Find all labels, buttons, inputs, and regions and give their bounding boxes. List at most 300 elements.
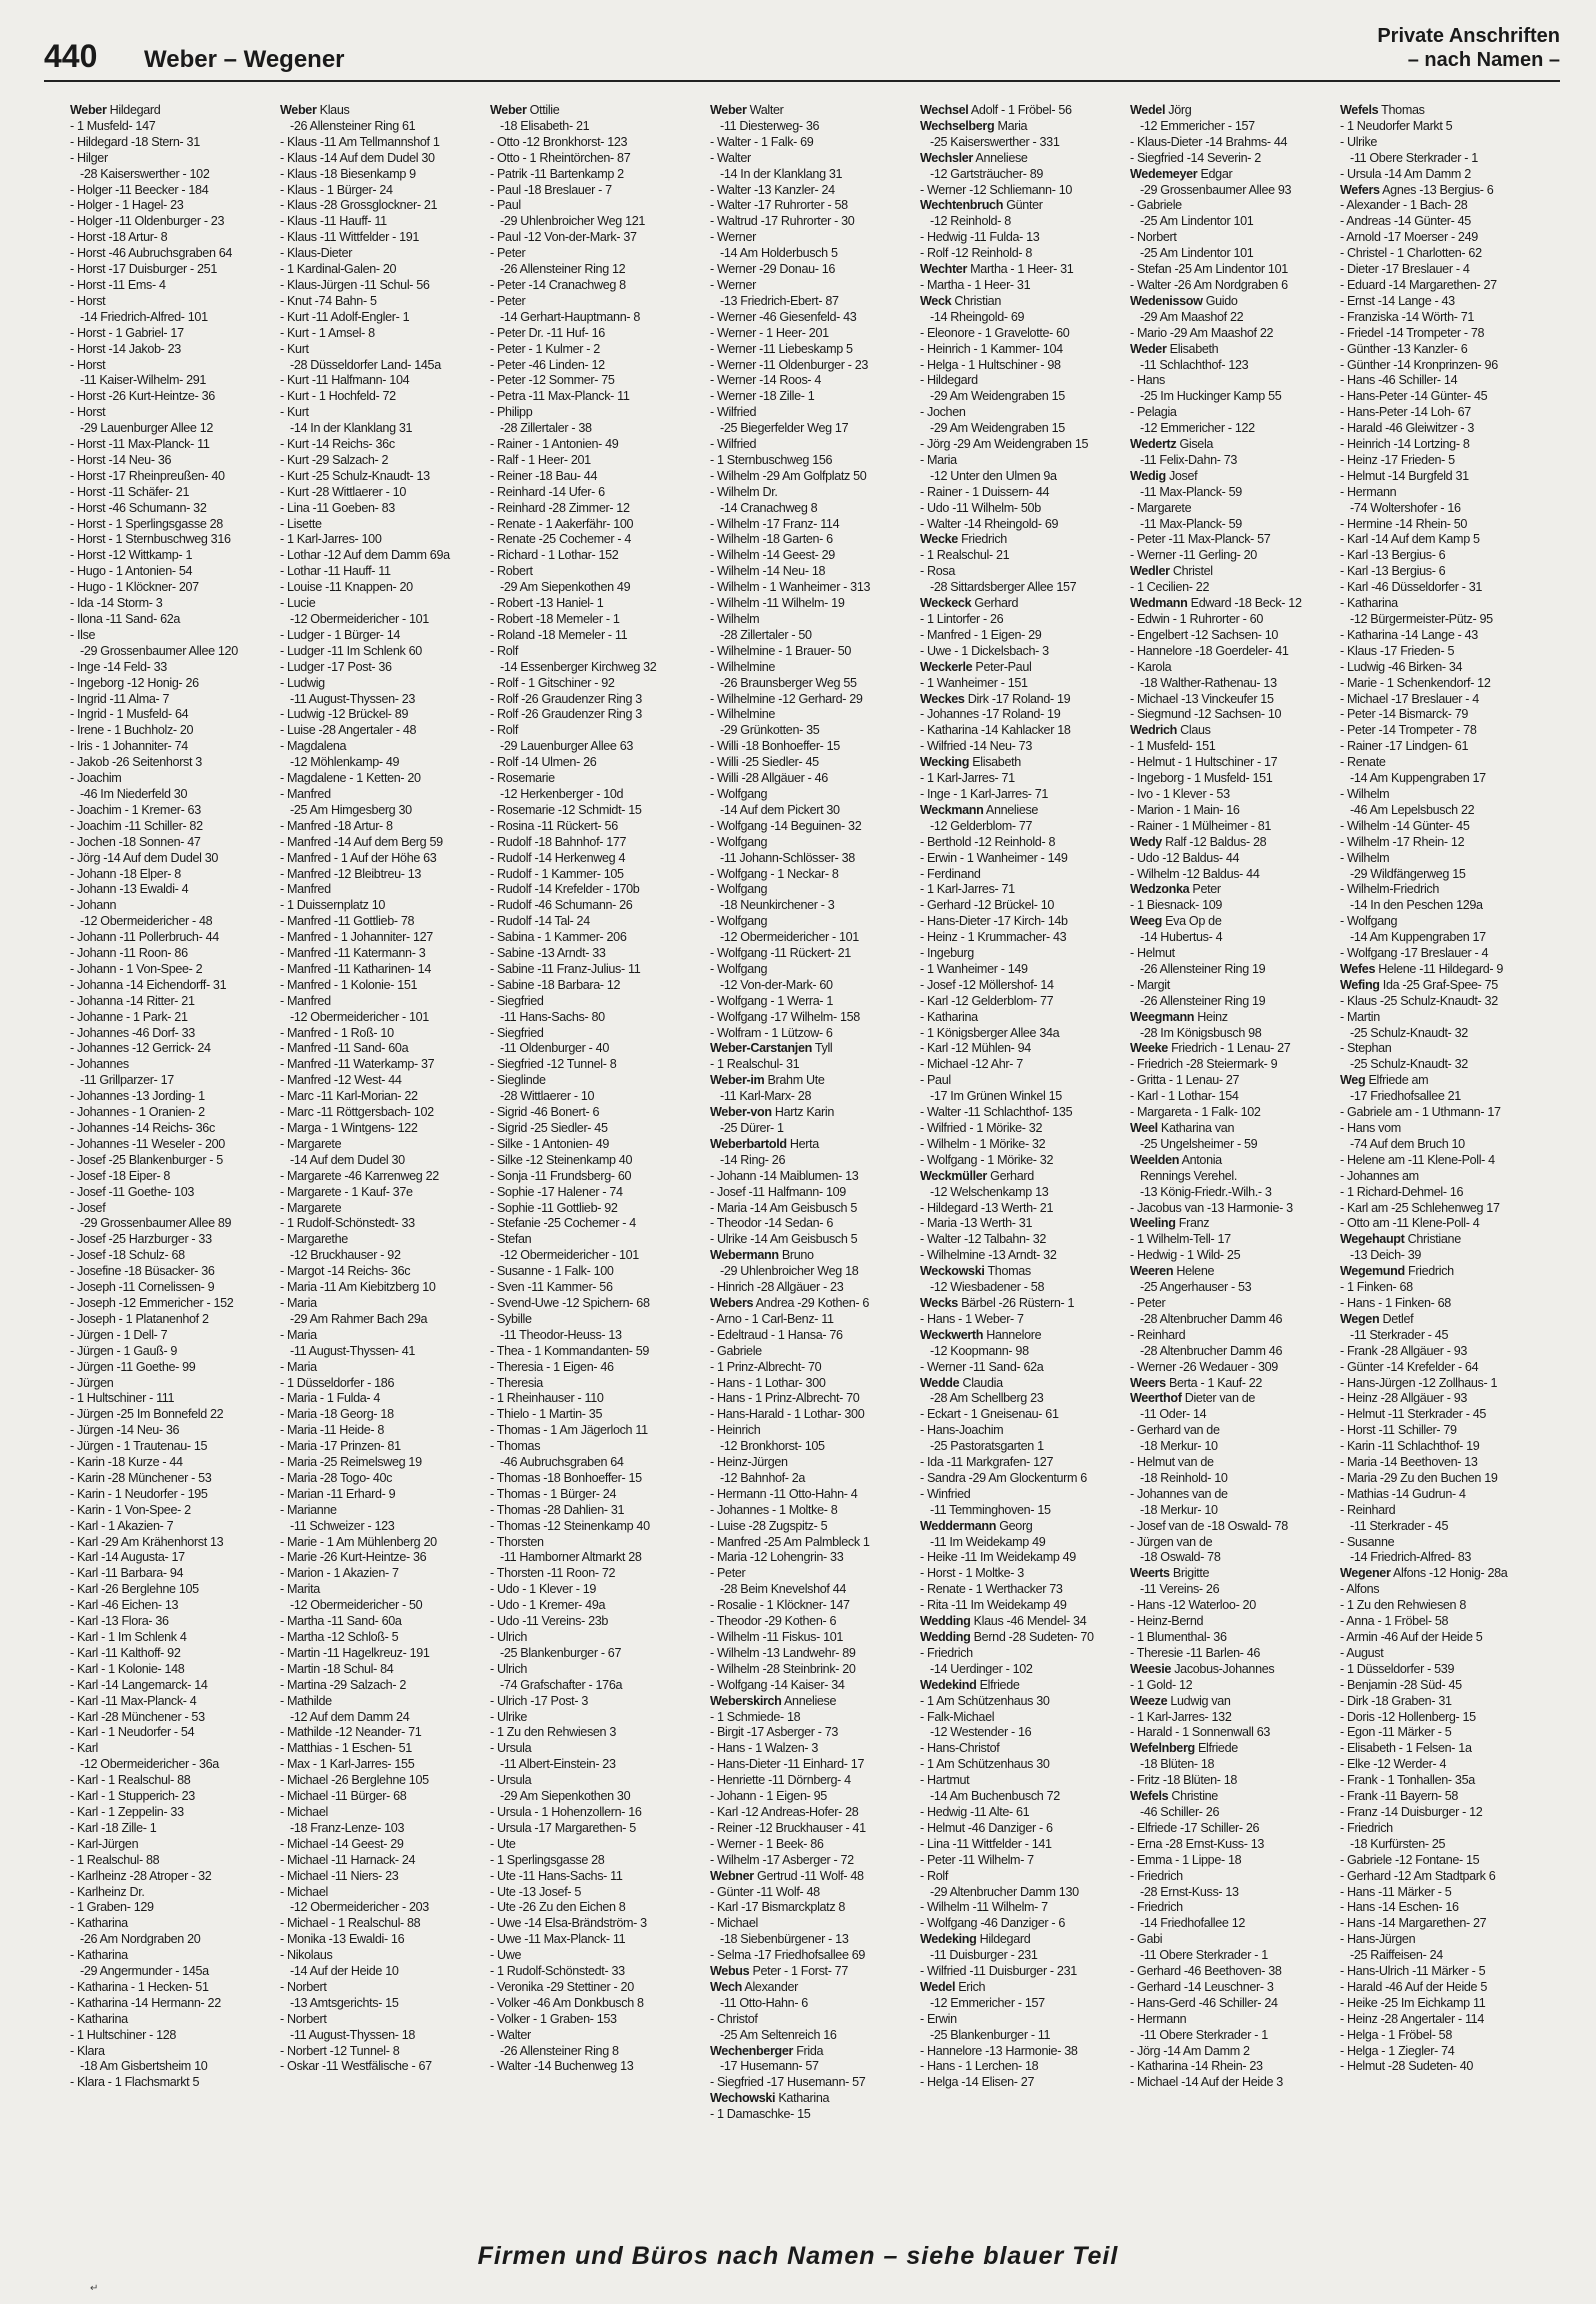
directory-entry: - Michael -14 Geest- 29 xyxy=(280,1836,404,1851)
directory-entry: - 1 Am Schützenhaus 30 xyxy=(920,1693,1050,1708)
directory-entry: - Wilhelm -17 Franz- 114 xyxy=(710,516,840,531)
directory-entry: - Hans -12 Waterloo- 20 xyxy=(1130,1598,1256,1613)
directory-entry: - Johann -14 Maiblumen- 13 xyxy=(710,1168,859,1183)
directory-entry: - Susanne xyxy=(1340,1534,1395,1549)
directory-entry: - Karin - 1 Neudorfer - 195 xyxy=(70,1486,208,1501)
directory-entry: - Hans-Jürgen -12 Zollhaus- 1 xyxy=(1340,1375,1498,1390)
directory-entry: Wedde Claudia xyxy=(920,1375,1003,1390)
directory-entry: - Wilfried - 1 Mörike- 32 xyxy=(920,1121,1043,1135)
directory-entry: - Waltrud -17 Ruhrorter - 30 xyxy=(710,214,855,229)
directory-entry: - Marian -11 Erhard- 9 xyxy=(280,1486,396,1501)
directory-entry: Wedel Jörg xyxy=(1130,103,1192,117)
directory-entry: - Peter xyxy=(1130,1295,1166,1310)
directory-entry: - Kurt -11 Adolf-Engler- 1 xyxy=(280,309,410,324)
directory-entry: -25 Blankenburger - 11 xyxy=(930,2027,1051,2042)
directory-entry: - Karin - 1 Von-Spee- 2 xyxy=(70,1502,191,1517)
directory-entry: - Marie - 1 Schenkendorf- 12 xyxy=(1340,675,1491,690)
directory-entry: - Horst -18 Artur- 8 xyxy=(70,230,168,245)
directory-entry: - Reinhard xyxy=(1130,1327,1186,1342)
directory-entry: - Siegmund -12 Sachsen- 10 xyxy=(1130,707,1282,722)
directory-entry: - Peter -14 Bismarck- 79 xyxy=(1340,707,1469,722)
directory-entry: - Manfred xyxy=(280,993,331,1008)
directory-entry: - Maria xyxy=(280,1327,317,1342)
directory-entry: - Mathias -14 Gudrun- 4 xyxy=(1340,1486,1466,1501)
directory-entry: - Karlheinz -28 Atroper - 32 xyxy=(70,1868,212,1883)
directory-entry: - Lucie xyxy=(280,596,316,611)
directory-entry: - Wilhelm -11 Wilhelm- 19 xyxy=(710,596,845,611)
directory-entry: - Kurt xyxy=(280,341,309,356)
directory-entry: - Johannes -46 Dorf- 33 xyxy=(70,1025,195,1040)
directory-entry: - Monika -13 Ewaldi- 16 xyxy=(280,1932,405,1947)
directory-entry: - Wolfgang -17 Breslauer - 4 xyxy=(1340,946,1489,961)
directory-entry: - Rudolf -14 Krefelder - 170b xyxy=(490,882,640,897)
directory-entry: - Friedrich xyxy=(920,1645,973,1660)
directory-entry: - Gabriele am - 1 Uthmann- 17 xyxy=(1340,1105,1501,1120)
directory-entry: -29 Grossenbaumer Allee 89 xyxy=(80,1216,232,1231)
directory-entry: - 1 Sperlingsgasse 28 xyxy=(490,1852,605,1867)
directory-entry: - Karl -26 Berglehne 105 xyxy=(70,1582,199,1597)
directory-entry: -17 Husemann- 57 xyxy=(720,2059,819,2074)
directory-entry: - Erwin xyxy=(920,2011,957,2026)
directory-entry: Weder Elisabeth xyxy=(1130,341,1219,356)
directory-entry: Weers Berta - 1 Kauf- 22 xyxy=(1130,1375,1263,1390)
directory-entry: - Karl -11 Max-Planck- 4 xyxy=(70,1693,197,1708)
directory-entry: Wedrich Claus xyxy=(1130,723,1211,738)
directory-entry: - Hermine -14 Rhein- 50 xyxy=(1340,516,1468,531)
directory-entry: - Joachim -11 Schiller- 82 xyxy=(70,818,203,833)
directory-entry: - Sven -11 Kammer- 56 xyxy=(490,1280,613,1295)
directory-entry: -11 Max-Planck- 59 xyxy=(1140,484,1242,499)
section-title-line-1: Private Anschriften xyxy=(1377,25,1560,47)
directory-entry: - Renate xyxy=(1340,755,1386,770)
directory-entry: - 1 Realschul- 21 xyxy=(920,548,1010,563)
directory-entry: - Klaus-Jürgen -11 Schul- 56 xyxy=(280,277,430,292)
section-title-line-2: – nach Namen – xyxy=(1407,49,1560,71)
directory-entry: - Franziska -14 Wörth- 71 xyxy=(1340,309,1475,324)
directory-entry: - Wolfgang - 1 Werra- 1 xyxy=(710,993,834,1008)
directory-entry: - Johannes am xyxy=(1340,1168,1419,1183)
directory-entry: -11 Temminghoven- 15 xyxy=(930,1502,1051,1517)
directory-entry: Wech Alexander xyxy=(710,1979,798,1994)
directory-entry: - Hildegard -18 Stern- 31 xyxy=(70,134,200,149)
directory-entry: - Karl -18 Zille- 1 xyxy=(70,1820,157,1835)
directory-entry: - Uwe -14 Elsa-Brändström- 3 xyxy=(490,1916,647,1931)
directory-entry: - Friedrich xyxy=(1130,1900,1183,1915)
directory-entry: - Norbert xyxy=(280,2011,327,2026)
directory-entry: - Wilhelm xyxy=(1340,850,1390,865)
directory-entry: - Helga -14 Elisen- 27 xyxy=(920,2075,1035,2090)
directory-entry: - Elfriede -17 Schiller- 26 xyxy=(1130,1820,1260,1835)
directory-entry: - Sabina - 1 Kammer- 206 xyxy=(490,930,627,945)
directory-entry: - Anna - 1 Fröbel- 58 xyxy=(1340,1614,1449,1629)
directory-entry: -12 Gartsträucher- 89 xyxy=(930,166,1044,181)
directory-entry: Wedemeyer Edgar xyxy=(1130,166,1233,181)
directory-entry: - Johannes -11 Weseler - 200 xyxy=(70,1136,225,1151)
directory-entry: - Wilhelm -11 Fiskus- 101 xyxy=(710,1630,844,1644)
directory-entry: -29 Wildfängerweg 15 xyxy=(1350,866,1466,881)
directory-entry: -12 Bronkhorst- 105 xyxy=(720,1439,825,1454)
directory-entry: - Manfred -14 Auf dem Berg 59 xyxy=(280,834,443,849)
directory-entry: - Karl -46 Düsseldorfer - 31 xyxy=(1340,580,1483,595)
directory-entry: - 1 Neudorfer Markt 5 xyxy=(1340,118,1453,133)
directory-entry: - Peter -11 Max-Planck- 57 xyxy=(1130,532,1271,547)
directory-entry: Weesie Jacobus-Johannes xyxy=(1130,1661,1275,1676)
directory-entry: - Werner -14 Roos- 4 xyxy=(710,373,822,388)
directory-entry: - Gerhard -12 Brückel- 10 xyxy=(920,898,1055,913)
directory-entry: - Sandra -29 Am Glockenturm 6 xyxy=(920,1470,1087,1485)
directory-entry: - Lisette xyxy=(280,516,322,531)
directory-entry: - Frank - 1 Tonhallen- 35a xyxy=(1340,1773,1475,1788)
directory-entry: -25 Am Lindentor 101 xyxy=(1140,246,1254,261)
directory-entry: Weber Walter xyxy=(710,103,784,117)
directory-entry: - Robert -18 Memeler - 1 xyxy=(490,612,620,626)
directory-entry: - 1 Blumenthal- 36 xyxy=(1130,1630,1227,1644)
directory-entry: - Johanna -14 Ritter- 21 xyxy=(70,993,195,1008)
directory-entry: - Iris - 1 Johanniter- 74 xyxy=(70,739,188,754)
directory-entry: - Hermann xyxy=(1130,2011,1187,2026)
directory-entry: -17 Friedhofsallee 21 xyxy=(1350,1089,1461,1104)
directory-entry: - Manfred - 1 Auf der Höhe 63 xyxy=(280,850,437,865)
directory-entry: -28 Altenbrucher Damm 46 xyxy=(1140,1311,1283,1326)
directory-entry: - Hildegard xyxy=(920,373,978,388)
directory-entry: -14 In den Peschen 129a xyxy=(1350,898,1483,913)
directory-entry: - Werner -12 Schliemann- 10 xyxy=(920,182,1073,197)
directory-entry: - Thielo - 1 Martin- 35 xyxy=(490,1407,603,1422)
directory-entry: - Horst -11 Ems- 4 xyxy=(70,277,166,292)
directory-entry: - Michael xyxy=(280,1804,328,1819)
directory-entry: -12 Unter den Ulmen 9a xyxy=(930,468,1057,483)
directory-entry: -12 Reinhold- 8 xyxy=(930,214,1011,229)
directory-entry: - Michael -11 Bürger- 68 xyxy=(280,1789,407,1804)
directory-entry: - Karlheinz Dr. xyxy=(70,1884,145,1899)
directory-entry: - Philipp xyxy=(490,405,533,420)
directory-entry: - Udo -11 Wilhelm- 50b xyxy=(920,500,1041,515)
directory-entry: - Arnold -17 Moerser - 249 xyxy=(1340,230,1478,245)
directory-entry: - Heinz-Bernd xyxy=(1130,1614,1204,1629)
directory-entry: - Thomas -12 Steinenkamp 40 xyxy=(490,1518,650,1533)
directory-entry: -26 Allensteiner Ring 19 xyxy=(1140,993,1266,1008)
directory-entry: - Hartmut xyxy=(920,1773,970,1788)
directory-entry: - 1 Hultschiner - 128 xyxy=(70,2027,177,2042)
directory-entry: - Wolfgang xyxy=(710,882,768,897)
directory-entry: - Doris -12 Hollenberg- 15 xyxy=(1340,1709,1476,1724)
directory-entry: -28 Altenbrucher Damm 46 xyxy=(1140,1343,1283,1358)
directory-entry: - Marga - 1 Wintgens- 122 xyxy=(280,1121,418,1135)
directory-entry: Weckes Dirk -17 Roland- 19 xyxy=(920,691,1071,706)
directory-entry: - Rosina -11 Rückert- 56 xyxy=(490,818,618,833)
directory-entry: Weberbartold Herta xyxy=(710,1136,819,1151)
directory-entry: - Hans-Dieter -17 Kirch- 14b xyxy=(920,914,1068,929)
directory-entry: - Hermann -11 Otto-Hahn- 4 xyxy=(710,1486,858,1501)
directory-entry: Weber-im Brahm Ute xyxy=(710,1073,825,1088)
directory-entry: -18 Merkur- 10 xyxy=(1140,1502,1218,1517)
directory-entry: Weeze Ludwig van xyxy=(1130,1693,1231,1708)
directory-entry: -25 Pastoratsgarten 1 xyxy=(930,1439,1044,1454)
directory-entry: - Johann -13 Ewaldi- 4 xyxy=(70,882,189,897)
directory-entry: Weeren Helene xyxy=(1130,1264,1215,1279)
directory-entry: -13 Friedrich-Ebert- 87 xyxy=(720,293,839,308)
directory-entry: - Joseph -12 Emmericher - 152 xyxy=(70,1295,234,1310)
directory-entry: - Margarete xyxy=(280,1200,342,1215)
directory-entry: - Rosalie - 1 Klöckner- 147 xyxy=(710,1598,850,1613)
directory-entry: - Kurt -28 Wittlaerer - 10 xyxy=(280,484,406,499)
directory-entry: - Martina -29 Salzach- 2 xyxy=(280,1677,406,1692)
directory-entry: - Horst -14 Neu- 36 xyxy=(70,452,172,467)
directory-entry: - Ludwig -46 Birken- 34 xyxy=(1340,659,1463,674)
directory-entry: - Robert xyxy=(490,564,533,579)
directory-entry: - Hans - 1 Finken- 68 xyxy=(1340,1295,1451,1310)
directory-entry: Weeling Franz xyxy=(1130,1216,1210,1231)
directory-entry: - Werner - 1 Beek- 86 xyxy=(710,1836,824,1851)
directory-entry: - Renate - 1 Aakerfähr- 100 xyxy=(490,516,634,531)
directory-entry: - Kurt -11 Halfmann- 104 xyxy=(280,373,410,388)
directory-entry: - Rolf -26 Graudenzer Ring 3 xyxy=(490,691,642,706)
directory-entry: - 1 Musfeld- 147 xyxy=(70,118,156,133)
directory-column-4 xyxy=(710,103,918,2243)
directory-entry: - Walter -14 Buchenweg 13 xyxy=(490,2059,634,2074)
directory-entry: - Eleonore - 1 Gravelotte- 60 xyxy=(920,325,1070,340)
directory-entry: - Katharina -14 Rhein- 23 xyxy=(1130,2059,1263,2074)
directory-entry: - Karl - 1 Im Schlenk 4 xyxy=(70,1630,187,1644)
directory-entry: - Friedrich xyxy=(1130,1868,1183,1883)
directory-entry: -29 Lauenburger Allee 63 xyxy=(500,739,634,754)
directory-entry: - Inge - 1 Karl-Jarres- 71 xyxy=(920,786,1049,801)
directory-entry: - Irene - 1 Buchholz- 20 xyxy=(70,723,194,738)
directory-entry: - Otto am -11 Klene-Poll- 4 xyxy=(1340,1216,1480,1231)
directory-entry: - Maria -11 Heide- 8 xyxy=(280,1423,385,1438)
directory-entry: - Johannes - 1 Moltke- 8 xyxy=(710,1502,838,1517)
directory-entry: - Silke - 1 Antonien- 49 xyxy=(490,1136,610,1151)
directory-entry: -25 Angerhauser - 53 xyxy=(1140,1280,1252,1295)
directory-entry: - Fritz -18 Blüten- 18 xyxy=(1130,1773,1238,1788)
directory-entry: - Kurt - 1 Amsel- 8 xyxy=(280,325,375,340)
directory-entry: - Karl -28 Münchener - 53 xyxy=(70,1709,205,1724)
directory-entry: - Karin -11 Schlachthof- 19 xyxy=(1340,1439,1480,1454)
directory-entry: - Karola xyxy=(1130,659,1172,674)
directory-entry: -28 Im Königsbusch 98 xyxy=(1140,1025,1262,1040)
directory-entry: -28 Wittlaerer - 10 xyxy=(500,1089,595,1104)
directory-entry: -28 Sittardsberger Allee 157 xyxy=(930,580,1077,595)
directory-entry: - 1 Wanheimer - 149 xyxy=(920,961,1028,976)
directory-entry: - Joseph - 1 Platanenhof 2 xyxy=(70,1311,209,1326)
directory-entry: - Marion - 1 Akazien- 7 xyxy=(280,1566,399,1581)
directory-entry: - Erna -28 Ernst-Kuss- 13 xyxy=(1130,1836,1265,1851)
directory-entry: - Maria -28 Togo- 40c xyxy=(280,1470,393,1485)
directory-entry: - Johann - 1 Von-Spee- 2 xyxy=(70,961,203,976)
directory-entry: - Holger - 1 Hagel- 23 xyxy=(70,198,184,213)
directory-entry: - Helmut -14 Burgfeld 31 xyxy=(1340,468,1469,483)
directory-entry: - Horst -46 Schumann- 32 xyxy=(70,500,207,515)
directory-entry: - Sigrid -25 Siedler- 45 xyxy=(490,1121,608,1135)
directory-entry: - 1 Zu den Rehwiesen 8 xyxy=(1340,1598,1467,1613)
directory-entry: - Werner xyxy=(710,277,756,292)
directory-entry: - Ilona -11 Sand- 62a xyxy=(70,612,181,626)
directory-entry: - Peter xyxy=(710,1566,746,1581)
directory-entry: - Hans - 1 Weber- 7 xyxy=(920,1311,1024,1326)
directory-entry: - Peter xyxy=(490,246,526,261)
directory-entry: -11 Oldenburger - 40 xyxy=(500,1041,609,1056)
directory-entry: - Karl -13 Flora- 36 xyxy=(70,1614,169,1629)
directory-entry: - Ludger -17 Post- 36 xyxy=(280,659,392,674)
directory-entry: - Helga - 1 Hultschiner - 98 xyxy=(920,357,1061,372)
directory-entry: - 1 Rudolf-Schönstedt- 33 xyxy=(490,1964,625,1979)
directory-entry: -29 Grossenbaumer Allee 120 xyxy=(80,643,238,658)
directory-entry: - Siegfried -12 Tunnel- 8 xyxy=(490,1057,617,1072)
directory-entry: -28 Kaiserswerther - 102 xyxy=(80,166,210,181)
directory-entry: - Theresie -11 Barlen- 46 xyxy=(1130,1645,1261,1660)
directory-entry: -11 Schlachthof- 123 xyxy=(1140,357,1249,372)
directory-entry: - Wilhelm - 1 Mörike- 32 xyxy=(920,1136,1046,1151)
directory-entry: - Uwe - 1 Dickelsbach- 3 xyxy=(920,643,1049,658)
directory-entry: - Rolf -14 Ulmen- 26 xyxy=(490,755,597,770)
directory-entry: -29 Grünkotten- 35 xyxy=(720,723,820,738)
directory-entry: - 1 Düsseldorfer - 186 xyxy=(280,1375,395,1390)
directory-entry: - Karl xyxy=(70,1741,98,1756)
directory-entry: - Karl - 1 Kolonie- 148 xyxy=(70,1661,185,1676)
directory-entry: - Stephan xyxy=(1340,1041,1392,1056)
directory-entry: - Thomas - 1 Bürger- 24 xyxy=(490,1486,617,1501)
directory-entry: - Johannes -13 Jording- 1 xyxy=(70,1089,205,1104)
directory-entry: - Rolf -12 Reinhold- 8 xyxy=(920,246,1032,261)
directory-entry: -18 Franz-Lenze- 103 xyxy=(290,1820,405,1835)
directory-entry: - Rudolf - 1 Kammer- 105 xyxy=(490,866,624,881)
directory-entry: - Michael xyxy=(280,1884,328,1899)
directory-entry: Weckmann Anneliese xyxy=(920,802,1039,817)
directory-entry: - Horst xyxy=(70,293,106,308)
directory-entry: - Wilhelm Dr. xyxy=(710,484,778,499)
directory-entry: - Ivo - 1 Klever - 53 xyxy=(1130,786,1230,801)
directory-entry: - Egon -11 Märker - 5 xyxy=(1340,1725,1452,1740)
directory-entry: Rennings Verehel. xyxy=(1140,1168,1237,1183)
directory-entry: -26 Am Nordgraben 20 xyxy=(80,1932,201,1947)
directory-entry: - Ursula xyxy=(490,1741,532,1756)
directory-entry: -28 Düsseldorfer Land- 145a xyxy=(290,357,441,372)
directory-entry: -14 Friedhofallee 12 xyxy=(1140,1916,1246,1931)
directory-entry: -18 Siebenbürgener - 13 xyxy=(720,1932,849,1947)
directory-entry: - Thomas -18 Bonhoeffer- 15 xyxy=(490,1470,642,1485)
directory-entry: - Marianne xyxy=(280,1502,337,1517)
directory-entry: -12 Obermeidericher - 36a xyxy=(80,1757,219,1772)
directory-entry: - Wilhelmine -12 Gerhard- 29 xyxy=(710,691,863,706)
directory-entry: -12 Wiesbadener - 58 xyxy=(930,1280,1045,1295)
directory-entry: -14 Auf dem Pickert 30 xyxy=(720,802,840,817)
directory-entry: - Wilhelm -28 Steinbrink- 20 xyxy=(710,1661,856,1676)
directory-entry: -12 Emmericher - 157 xyxy=(1140,118,1255,133)
directory-entry: -11 Obere Sterkrader - 1 xyxy=(1350,150,1478,165)
directory-entry: - Horst -11 Max-Planck- 11 xyxy=(70,437,210,452)
directory-entry: - Hildegard -13 Werth- 21 xyxy=(920,1200,1054,1215)
directory-entry: - Margot -14 Reichs- 36c xyxy=(280,1264,411,1279)
directory-entry: - Rudolf -14 Tal- 24 xyxy=(490,914,590,929)
directory-entry: - 1 Rudolf-Schönstedt- 33 xyxy=(280,1216,415,1231)
directory-entry: - Martin xyxy=(1340,1009,1380,1024)
directory-entry: - Michael -14 Auf der Heide 3 xyxy=(1130,2075,1283,2090)
directory-entry: - Johannes -14 Reichs- 36c xyxy=(70,1121,215,1135)
directory-entry: -28 Zillertaler - 38 xyxy=(500,421,592,436)
directory-column-5 xyxy=(920,103,1128,2243)
directory-entry: -14 In der Klanklang 31 xyxy=(290,421,413,436)
directory-entry: Weber-Carstanjen Tyll xyxy=(710,1041,833,1056)
directory-entry: - Peter -14 Cranachweg 8 xyxy=(490,277,626,292)
directory-entry: - Engelbert -12 Sachsen- 10 xyxy=(1130,627,1279,642)
directory-entry: - Eduard -14 Margarethen- 27 xyxy=(1340,277,1497,292)
directory-entry: Wegemund Friedrich xyxy=(1340,1264,1454,1279)
directory-entry: - Reinhard -14 Ufer- 6 xyxy=(490,484,605,499)
directory-entry: - 1 Sternbuschweg 156 xyxy=(710,452,833,467)
directory-entry: - 1 Am Schützenhaus 30 xyxy=(920,1757,1050,1772)
directory-entry: Wedding Klaus -46 Mendel- 34 xyxy=(920,1614,1087,1629)
directory-entry: - Richard - 1 Lothar- 152 xyxy=(490,548,619,563)
directory-entry: Wegehaupt Christiane xyxy=(1340,1232,1461,1247)
directory-entry: - Karl -11 Barbara- 94 xyxy=(70,1566,184,1581)
directory-entry: - Karl -46 Eichen- 13 xyxy=(70,1598,179,1613)
directory-entry: Wedenissow Guido xyxy=(1130,293,1238,308)
directory-entry: - Ursula - 1 Hohenzollern- 16 xyxy=(490,1804,642,1819)
directory-entry: - Karl - 1 Zeppelin- 33 xyxy=(70,1804,184,1819)
directory-entry: -12 Obermeidericher - 50 xyxy=(290,1598,423,1613)
directory-entry: - Horst -12 Wittkamp- 1 xyxy=(70,548,193,563)
directory-entry: - Josef -18 Eiper- 8 xyxy=(70,1168,171,1183)
directory-entry: - Stefan xyxy=(490,1232,532,1247)
directory-entry: - Rainer -17 Lindgen- 61 xyxy=(1340,739,1469,754)
directory-entry: - Josefine -18 Büsacker- 36 xyxy=(70,1264,215,1279)
directory-entry: - Katharina -14 Lange - 43 xyxy=(1340,627,1478,642)
directory-entry: - Emma - 1 Lippe- 18 xyxy=(1130,1852,1242,1867)
directory-entry: - Sophie -17 Halener - 74 xyxy=(490,1184,623,1199)
directory-entry: - Jörg -14 Am Damm 2 xyxy=(1130,2043,1250,2058)
directory-entry: - Hedwig -11 Alte- 61 xyxy=(920,1804,1030,1819)
directory-entry: - Karl -13 Bergius- 6 xyxy=(1340,548,1446,563)
directory-entry: -18 Oswald- 78 xyxy=(1140,1550,1221,1565)
directory-entry: - Edwin - 1 Ruhrorter - 60 xyxy=(1130,612,1263,626)
directory-entry: -14 Cranachweg 8 xyxy=(720,500,818,515)
directory-entry: - Wilhelm -29 Am Golfplatz 50 xyxy=(710,468,867,483)
directory-entry: -14 Am Kuppengraben 17 xyxy=(1350,930,1486,945)
directory-entry: -14 Hubertus- 4 xyxy=(1140,930,1223,945)
directory-entry: - Werner - 1 Heer- 201 xyxy=(710,325,829,340)
directory-entry: - Armin -46 Auf der Heide 5 xyxy=(1340,1630,1483,1644)
directory-entry: - Dieter -17 Breslauer - 4 xyxy=(1340,262,1470,277)
directory-entry: - Robert -13 Haniel- 1 xyxy=(490,596,604,611)
directory-entry: - Jörg -14 Auf dem Dudel 30 xyxy=(70,850,219,865)
directory-entry: - Karl - 1 Neudorfer - 54 xyxy=(70,1725,195,1740)
directory-entry: - Hugo - 1 Klöckner- 207 xyxy=(70,580,199,595)
directory-entry: - Klara - 1 Flachsmarkt 5 xyxy=(70,2075,200,2090)
directory-entry: - Johannes -17 Roland- 19 xyxy=(920,707,1061,722)
directory-entry: - Katharina xyxy=(70,1916,128,1931)
directory-entry: - Josef -12 Möllershof- 14 xyxy=(920,977,1054,992)
directory-entry: - Ulrike -14 Am Geisbusch 5 xyxy=(710,1232,858,1247)
directory-entry: - Manfred - 1 Kolonie- 151 xyxy=(280,977,418,992)
directory-entry: -14 Rheingold- 69 xyxy=(930,309,1025,324)
directory-entry: - Maria xyxy=(280,1295,317,1310)
directory-entry: - Katharina xyxy=(920,1009,978,1024)
directory-entry: - Rolf xyxy=(490,643,518,658)
directory-entry: - Josef -18 Schulz- 68 xyxy=(70,1248,185,1263)
directory-entry: - 1 Damaschke- 15 xyxy=(710,2107,811,2122)
directory-entry: -46 Aubruchsgraben 64 xyxy=(500,1455,624,1470)
directory-entry: - Nikolaus xyxy=(280,1948,333,1963)
directory-entry: Weber Hildegard xyxy=(70,103,161,117)
directory-entry: - Hans -46 Schiller- 14 xyxy=(1340,373,1458,388)
directory-entry: - Wilhelmine xyxy=(710,659,776,674)
directory-entry: -18 Am Gisbertsheim 10 xyxy=(80,2059,208,2074)
directory-entry: -11 Karl-Marx- 28 xyxy=(720,1089,812,1104)
directory-entry: Weeke Friedrich - 1 Lenau- 27 xyxy=(1130,1041,1291,1056)
directory-entry: - Alfons xyxy=(1340,1582,1380,1597)
directory-entry: - Walter -26 Am Nordgraben 6 xyxy=(1130,277,1288,292)
directory-entry: - Sabine -11 Franz-Julius- 11 xyxy=(490,961,641,976)
